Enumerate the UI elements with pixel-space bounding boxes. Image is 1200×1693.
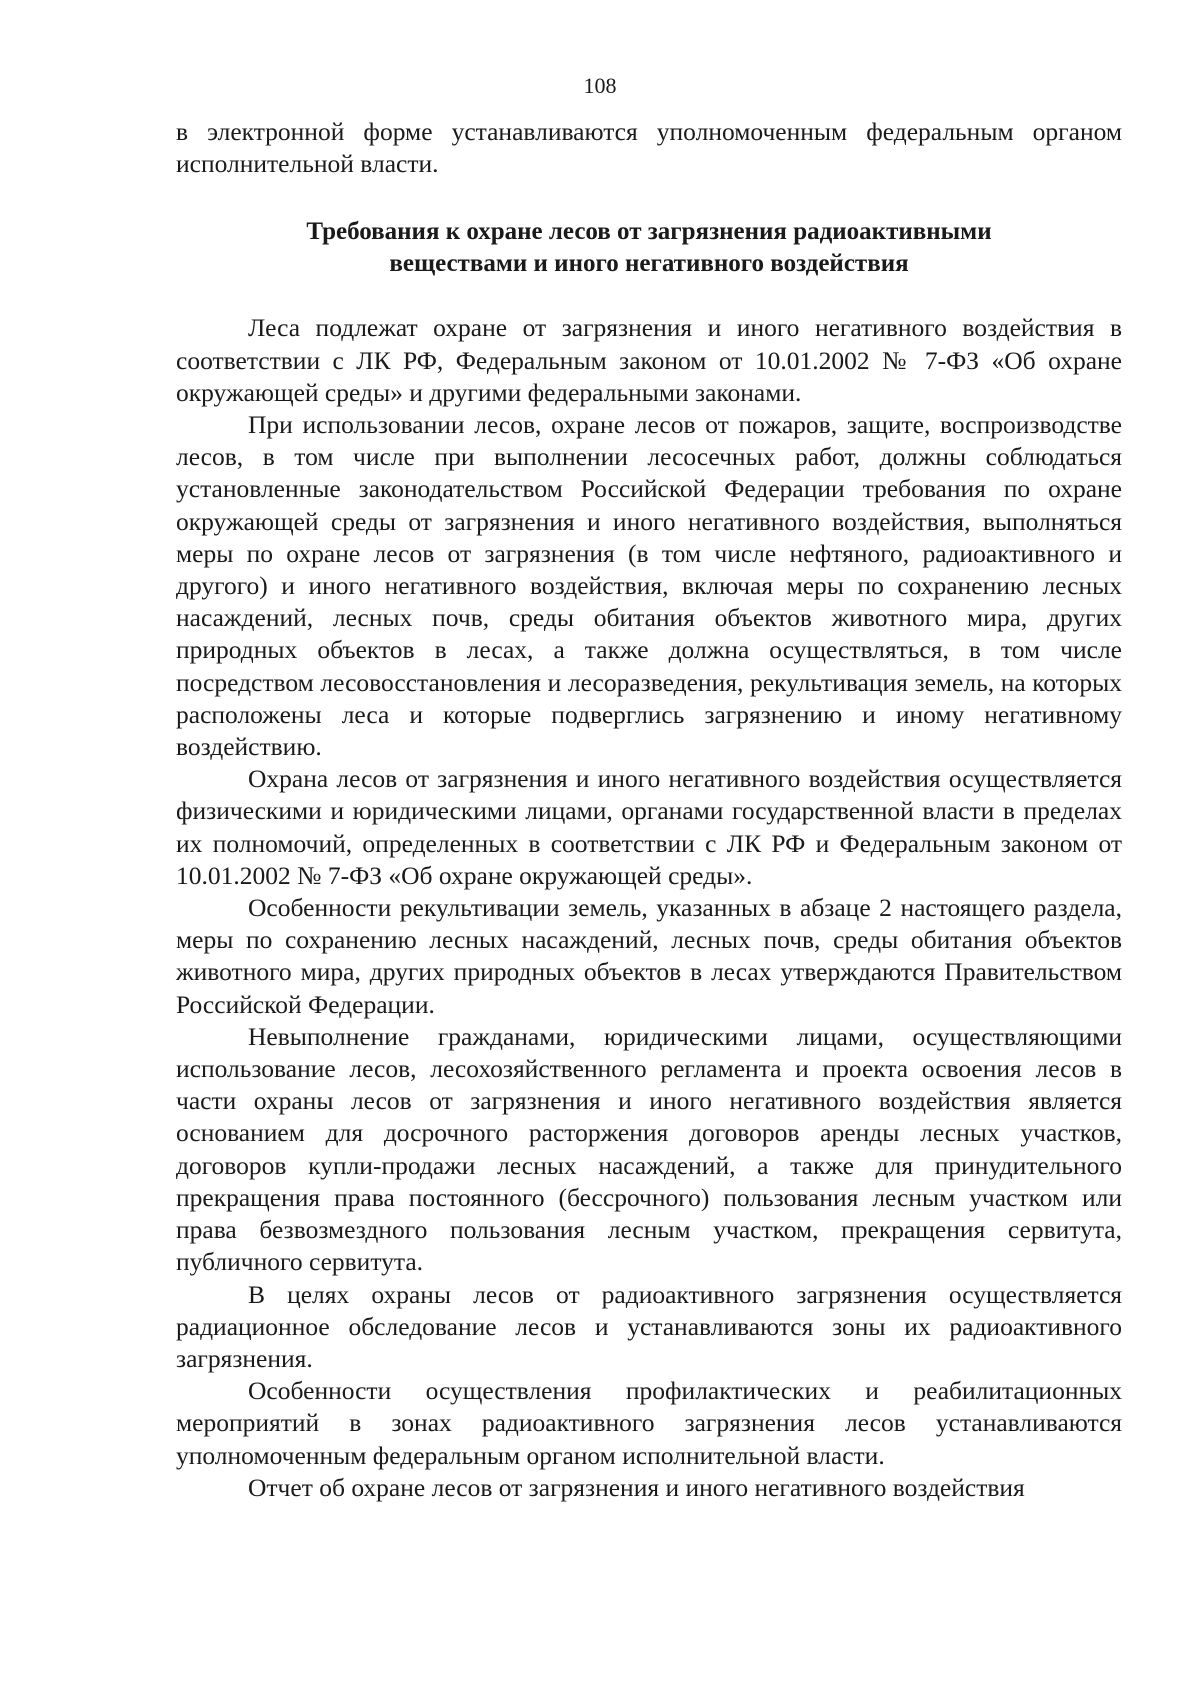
section-heading-line-1: Требования к охране лесов от загрязнения радиоактивными xyxy=(306,218,992,246)
paragraph-7: Особенности осуществления профилактических и реабилитационных мероприятий в зонах радиоактивного загрязнения лесов устанавливаются уполномоченным федеральным органом исполнительной власти. xyxy=(176,1376,1122,1470)
document-body xyxy=(176,116,1122,1504)
paragraph-1: Леса подлежат охране от загрязнения и иного негативного воздействия в соответствии с ЛК РФ, Федеральным законом от 10.01.2002 № 7-ФЗ «Об охране окружающей среды» и другими федеральными законами. xyxy=(176,313,1122,407)
paragraph-3: Охрана лесов от загрязнения и иного негативного воздействия осуществляется физическими и юридическими лицами, органами государственной власти в пределах их полномочий, определенных в соответствии с ЛК РФ и Федеральным законом от 10.01.2002 № 7-ФЗ «Об охране окружающей среды». xyxy=(176,764,1122,890)
paragraph-4: Особенности рекультивации земель, указанных в абзаце 2 настоящего раздела, меры по сохранению лесных насаждений, лесных почв, среды обитания объектов животного мира, других природных объектов в лесах утверждаются Правительством Российской Федерации. xyxy=(176,893,1122,1019)
page-number: 108 xyxy=(583,73,617,98)
section-heading xyxy=(176,216,1122,280)
intro-paragraph: в электронной форме устанавливаются уполномоченным федеральным органом исполнительной власти. xyxy=(176,117,1122,179)
paragraph-6: В целях охраны лесов от радиоактивного загрязнения осуществляется радиационное обследование лесов и устанавливаются зоны их радиоактивного загрязнения. xyxy=(176,1279,1122,1373)
paragraph-8: Отчет об охране лесов от загрязнения и иного негативного воздействия xyxy=(248,1472,1025,1502)
paragraph-5: Невыполнение гражданами, юридическими лицами, осуществляющими использование лесов, лесохозяйственного регламента и проекта освоения лесов в части охраны лесов от загрязнения и иного негативного воздействия является основанием для досрочного расторжения договоров аренды лесных участков, договоров купли-продажи лесных насаждений, а также для принудительного прекращения права постоянного (бессрочного) пользования лесным участком или права безвозмездного пользования лесным участком, прекращения сервитута, публичного сервитута. xyxy=(176,1021,1122,1277)
paragraph-2: При использовании лесов, охране лесов от пожаров, защите, воспроизводстве лесов, в том числе при выполнении лесосечных работ, должны соблюдаться установленные законодательством Российской Федерации требования по охране окружающей среды от загрязнения и иного негативного воздействия, выполняться меры по охране лесов от загрязнения (в том числе нефтяного, радиоактивного и другого) и иного негативного воздействия, включая меры по сохранению лесных насаждений, лесных почв, среды обитания объектов животного мира, других природных объектов в лесах, а также должна осуществляться, в том числе посредством лесовосстановления и лесоразведения, рекультивация земель, на которых расположены леса и которые подверглись загрязнению и иному негативному воздействию. xyxy=(176,410,1122,762)
section-heading-line-2: веществами и иного негативного воздействия xyxy=(389,250,909,278)
